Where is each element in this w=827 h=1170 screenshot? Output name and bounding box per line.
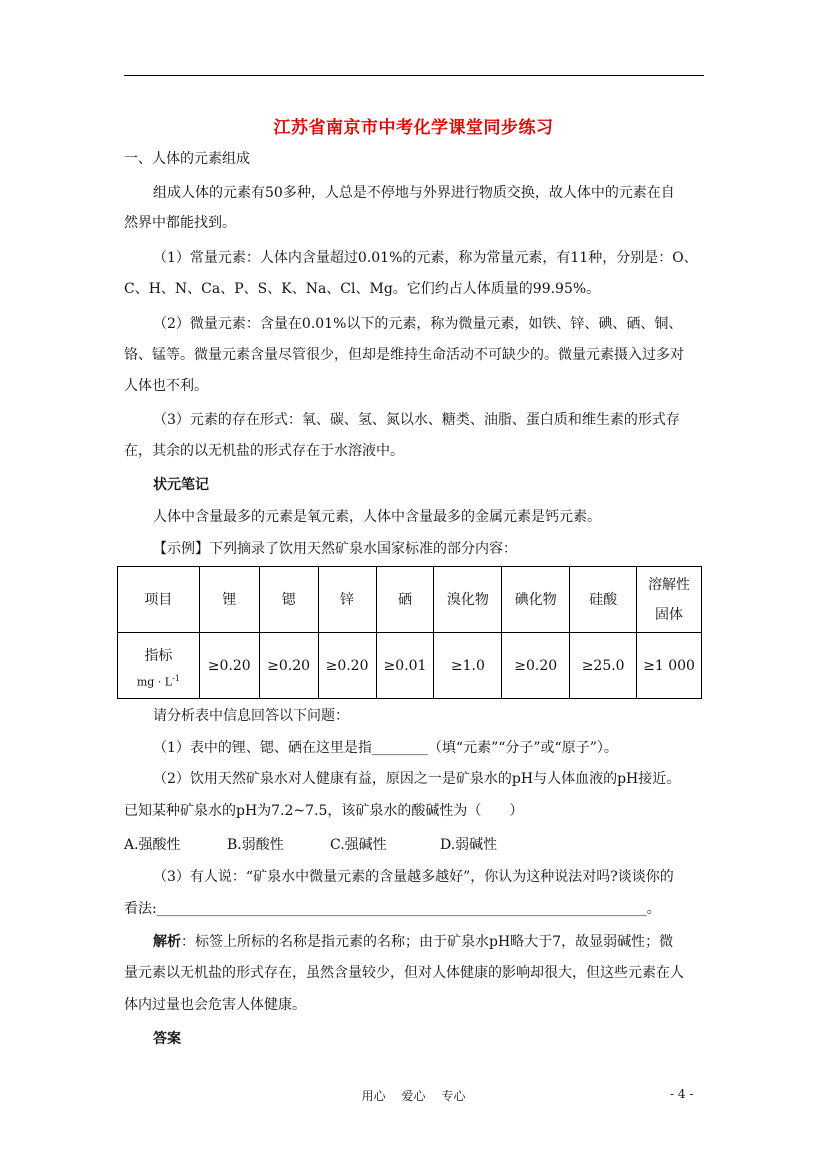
- unit-text: mg · L: [136, 675, 173, 689]
- table-cell: ≥1 000: [637, 633, 702, 699]
- page-number: - 4 -: [670, 1087, 694, 1101]
- row-label: 指标: [144, 647, 173, 664]
- question-prompt: 请分析表中信息回答以下问题：: [153, 708, 349, 724]
- paragraph-line: C、H、N、Ca、P、S、K、Na、Cl、Mg。它们约占人体质量的99.95%。: [124, 281, 601, 297]
- question-1: （1）表中的锂、锶、硒在这里是指________（填“元素”“分子”或“原子”）。: [153, 740, 618, 756]
- footer-text: 专心: [441, 1089, 466, 1103]
- paragraph-line: 然界中都能找到。: [124, 215, 236, 231]
- paragraph-line: （1）常量元素：人体内含量超过0.01%的元素，称为常量元素，有11种，分别是：O、: [153, 250, 698, 266]
- table-cell: ≥25.0: [570, 633, 637, 699]
- question-3-line: 看法:______________________________________________________________________。: [124, 901, 661, 917]
- notes-text: 人体中含量最多的元素是氧元素，人体中含量最多的金属元素是钙元素。: [153, 509, 601, 525]
- paragraph-line: 在，其余的以无机盐的形式存在于水溶液中。: [124, 443, 404, 459]
- table-cell: ≥0.20: [502, 633, 570, 699]
- table-cell: ≥0.20: [318, 633, 376, 699]
- table-header-cell: 溴化物: [434, 567, 502, 633]
- table-cell: ≥0.20: [259, 633, 318, 699]
- page-footer: [0, 1087, 827, 1104]
- unit-exponent: -1: [172, 673, 180, 683]
- paragraph-line: （3）元素的存在形式：氧、碳、氢、氮以水、糖类、油脂、蛋白质和维生素的形式存: [153, 412, 680, 428]
- table-header-cell: 锶: [259, 567, 318, 633]
- option-a: A.强酸性: [124, 837, 181, 853]
- answer-heading: 答案: [153, 1031, 181, 1047]
- answer-options: [124, 835, 706, 855]
- paragraph-line: 人体也不利。: [124, 378, 208, 394]
- footer-text: 爱心: [401, 1089, 426, 1103]
- option-d: D.弱碱性: [440, 837, 498, 853]
- header-line: 固体: [655, 606, 684, 623]
- footer-text: 用心: [361, 1089, 386, 1103]
- table-header-cell: 硅酸: [570, 567, 637, 633]
- example-intro: 【示例】下列摘录了饮用天然矿泉水国家标准的部分内容：: [153, 541, 517, 557]
- option-b: B.弱酸性: [227, 837, 284, 853]
- table-cell: ≥0.01: [376, 633, 434, 699]
- analysis-line: [153, 932, 706, 952]
- analysis-line: 体内过量也会危害人体健康。: [124, 997, 306, 1013]
- analysis-text: ：标签上所标的名称是指元素的名称；由于矿泉水pH略大于7，故显弱碱性；微: [181, 934, 674, 950]
- row-unit: [118, 671, 199, 691]
- mineral-water-standard-table: [117, 566, 702, 699]
- table-header-cell: 锂: [199, 567, 259, 633]
- header-line: 溶解性: [648, 576, 691, 593]
- table-row-label: [118, 633, 200, 699]
- section-heading: 一、人体的元素组成: [124, 151, 250, 167]
- table-header-cell: 硒: [376, 567, 434, 633]
- table-row: [118, 567, 702, 633]
- table-row: [118, 633, 702, 699]
- header-rule: [124, 75, 704, 76]
- analysis-label: 解析: [153, 934, 181, 950]
- paragraph-line: 组成人体的元素有50多种，人总是不停地与外界进行物质交换，故人体中的元素在自: [153, 185, 675, 201]
- table-header-cell: [637, 567, 702, 633]
- notes-heading: 状元笔记: [153, 477, 209, 493]
- table-header-cell: 碘化物: [502, 567, 570, 633]
- table-header-cell: 项目: [118, 567, 200, 633]
- question-3-line: （3）有人说：“矿泉水中微量元素的含量越多越好”，你认为这种说法对吗?谈谈你的: [153, 869, 674, 885]
- table-header-cell: 锌: [318, 567, 376, 633]
- paragraph-line: （2）微量元素：含量在0.01%以下的元素，称为微量元素，如铁、锌、碘、硒、铜、: [153, 316, 683, 332]
- table-cell: ≥0.20: [199, 633, 259, 699]
- question-2-line: 已知某种矿泉水的pH为7.2~7.5，该矿泉水的酸碱性为（ ）: [124, 803, 524, 819]
- page-title: 江苏省南京市中考化学课堂同步练习: [273, 118, 554, 138]
- table-cell: ≥1.0: [434, 633, 502, 699]
- option-c: C.强碱性: [330, 837, 387, 853]
- question-2-line: （2）饮用天然矿泉水对人健康有益，原因之一是矿泉水的pH与人体血液的pH接近。: [153, 771, 681, 787]
- analysis-line: 量元素以无机盐的形式存在，虽然含量较少，但对人体健康的影响却很大，但这些元素在人: [124, 965, 684, 981]
- paragraph-line: 铬、锰等。微量元素含量尽管很少，但却是维持生命活动不可缺少的。微量元素摄入过多对: [124, 347, 684, 363]
